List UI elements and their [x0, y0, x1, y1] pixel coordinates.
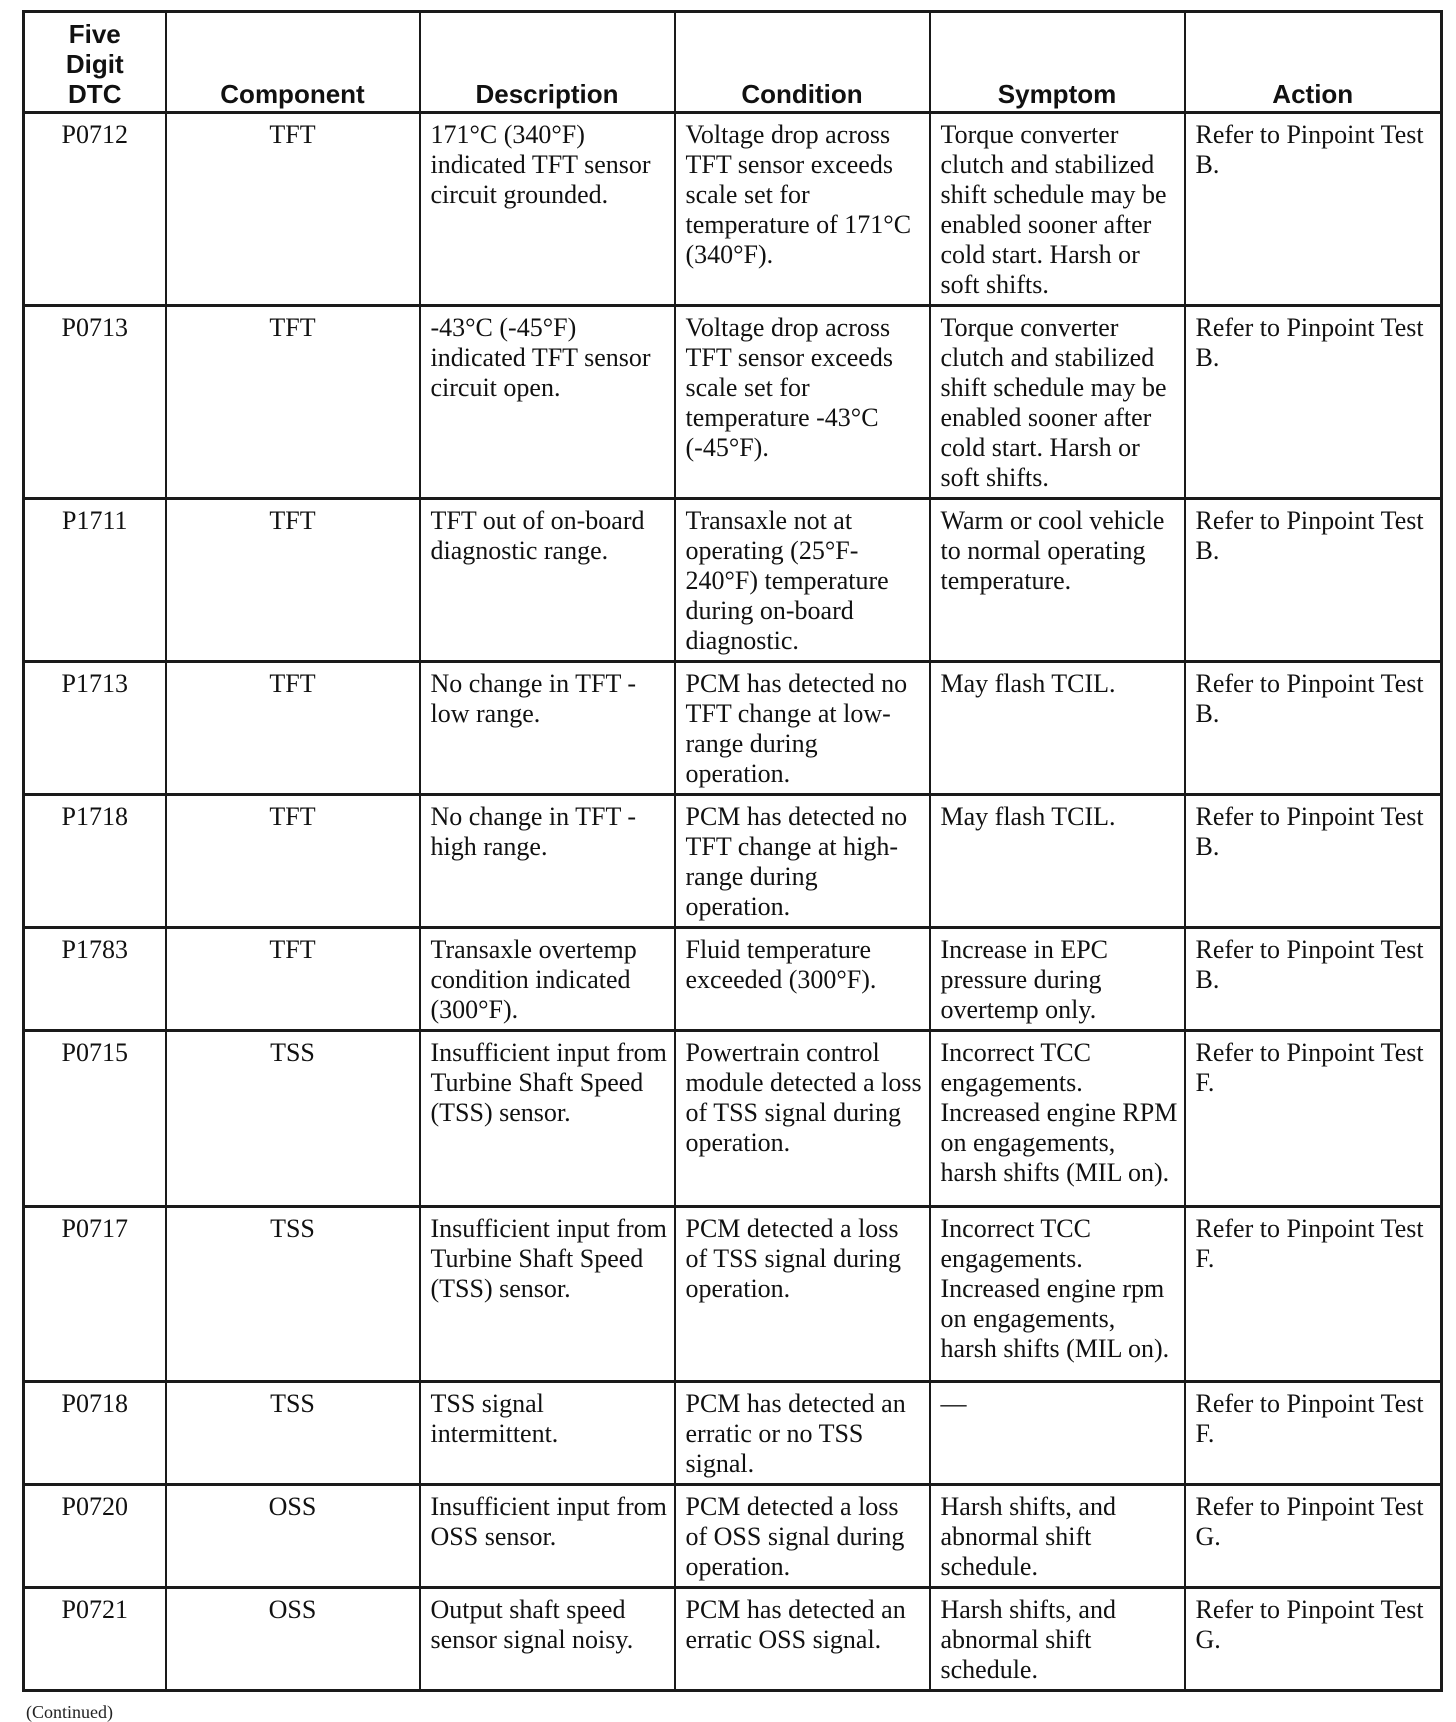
description-cell: Output shaft speed sensor signal noisy.: [420, 1588, 675, 1691]
dtc-code-cell: P1718: [24, 795, 166, 928]
symptom-cell: Torque converter clutch and stabilized shift schedule may be enabled sooner after cold start. Harsh or soft shifts.: [930, 306, 1185, 499]
description-cell: No change in TFT - high range.: [420, 795, 675, 928]
component-cell: TFT: [166, 928, 420, 1031]
table-row: [24, 113, 1442, 306]
symptom-cell: Torque converter clutch and stabilized shift schedule may be enabled sooner after cold start. Harsh or soft shifts.: [930, 113, 1185, 306]
action-cell: Refer to Pinpoint Test G.: [1185, 1588, 1442, 1691]
symptom-cell: Incorrect TCC engagements. Increased engine RPM on engagements, harsh shifts (MIL on).: [930, 1031, 1185, 1207]
condition-cell: Transaxle not at operating (25°F-240°F) temperature during on-board diagnostic.: [675, 499, 930, 662]
table-row: [24, 1031, 1442, 1207]
action-cell: Refer to Pinpoint Test F.: [1185, 1382, 1442, 1485]
component-cell: TFT: [166, 499, 420, 662]
component-cell: TSS: [166, 1207, 420, 1382]
condition-cell: PCM has detected an erratic or no TSS signal.: [675, 1382, 930, 1485]
action-cell: Refer to Pinpoint Test B.: [1185, 306, 1442, 499]
component-cell: TFT: [166, 662, 420, 795]
description-cell: Insufficient input from Turbine Shaft Speed (TSS) sensor.: [420, 1031, 675, 1207]
action-cell: Refer to Pinpoint Test F.: [1185, 1031, 1442, 1207]
dtc-code-cell: P0717: [24, 1207, 166, 1382]
table-row: [24, 306, 1442, 499]
header-description: Description: [420, 12, 675, 113]
symptom-cell: Incorrect TCC engagements. Increased engine rpm on engagements, harsh shifts (MIL on).: [930, 1207, 1185, 1382]
action-cell: Refer to Pinpoint Test B.: [1185, 499, 1442, 662]
condition-cell: PCM detected a loss of OSS signal during operation.: [675, 1485, 930, 1588]
symptom-cell: May flash TCIL.: [930, 662, 1185, 795]
component-cell: TSS: [166, 1031, 420, 1207]
table-row: [24, 1207, 1442, 1382]
dtc-table-body: [24, 113, 1442, 1691]
action-cell: Refer to Pinpoint Test B.: [1185, 795, 1442, 928]
dtc-code-cell: P0720: [24, 1485, 166, 1588]
condition-cell: PCM has detected no TFT change at high-range during operation.: [675, 795, 930, 928]
dtc-code-cell: P0712: [24, 113, 166, 306]
component-cell: OSS: [166, 1485, 420, 1588]
action-cell: Refer to Pinpoint Test B.: [1185, 662, 1442, 795]
dtc-table: [22, 10, 1443, 1692]
condition-cell: Fluid temperature exceeded (300°F).: [675, 928, 930, 1031]
table-row: [24, 1588, 1442, 1691]
dtc-code-cell: P0715: [24, 1031, 166, 1207]
condition-cell: PCM has detected an erratic OSS signal.: [675, 1588, 930, 1691]
description-cell: TFT out of on-board diagnostic range.: [420, 499, 675, 662]
action-cell: Refer to Pinpoint Test G.: [1185, 1485, 1442, 1588]
table-row: [24, 1485, 1442, 1588]
description-cell: -43°C (-45°F) indicated TFT sensor circuit open.: [420, 306, 675, 499]
action-cell: Refer to Pinpoint Test B.: [1185, 928, 1442, 1031]
header-dtc: Five Digit DTC: [24, 12, 166, 113]
condition-cell: Powertrain control module detected a loss of TSS signal during operation.: [675, 1031, 930, 1207]
component-cell: TSS: [166, 1382, 420, 1485]
table-row: [24, 795, 1442, 928]
symptom-cell: Warm or cool vehicle to normal operating temperature.: [930, 499, 1185, 662]
header-row: [24, 12, 1442, 113]
header-condition: Condition: [675, 12, 930, 113]
table-row: [24, 662, 1442, 795]
component-cell: TFT: [166, 306, 420, 499]
condition-cell: Voltage drop across TFT sensor exceeds scale set for temperature of 171°C (340°F).: [675, 113, 930, 306]
description-cell: Insufficient input from Turbine Shaft Speed (TSS) sensor.: [420, 1207, 675, 1382]
dtc-code-cell: P1783: [24, 928, 166, 1031]
dtc-table-page: [22, 10, 1440, 1692]
dtc-code-cell: P0721: [24, 1588, 166, 1691]
condition-cell: PCM has detected no TFT change at low-range during operation.: [675, 662, 930, 795]
symptom-cell: May flash TCIL.: [930, 795, 1185, 928]
header-component: Component: [166, 12, 420, 113]
table-row: [24, 499, 1442, 662]
table-row: [24, 1382, 1442, 1485]
action-cell: Refer to Pinpoint Test F.: [1185, 1207, 1442, 1382]
symptom-cell: Harsh shifts, and abnormal shift schedule.: [930, 1485, 1185, 1588]
description-cell: Transaxle overtemp condition indicated (300°F).: [420, 928, 675, 1031]
description-cell: Insufficient input from OSS sensor.: [420, 1485, 675, 1588]
symptom-cell: Harsh shifts, and abnormal shift schedule.: [930, 1588, 1185, 1691]
component-cell: TFT: [166, 113, 420, 306]
header-symptom: Symptom: [930, 12, 1185, 113]
condition-cell: PCM detected a loss of TSS signal during operation.: [675, 1207, 930, 1382]
description-cell: 171°C (340°F) indicated TFT sensor circuit grounded.: [420, 113, 675, 306]
dtc-code-cell: P0713: [24, 306, 166, 499]
dtc-code-cell: P1713: [24, 662, 166, 795]
symptom-cell: —: [930, 1382, 1185, 1485]
continued-note: (Continued): [26, 1702, 113, 1722]
symptom-cell: Increase in EPC pressure during overtemp only.: [930, 928, 1185, 1031]
description-cell: No change in TFT - low range.: [420, 662, 675, 795]
header-action: Action: [1185, 12, 1442, 113]
description-cell: TSS signal intermittent.: [420, 1382, 675, 1485]
component-cell: TFT: [166, 795, 420, 928]
dtc-code-cell: P0718: [24, 1382, 166, 1485]
component-cell: OSS: [166, 1588, 420, 1691]
table-row: [24, 928, 1442, 1031]
dtc-code-cell: P1711: [24, 499, 166, 662]
condition-cell: Voltage drop across TFT sensor exceeds scale set for temperature -43°C (-45°F).: [675, 306, 930, 499]
action-cell: Refer to Pinpoint Test B.: [1185, 113, 1442, 306]
